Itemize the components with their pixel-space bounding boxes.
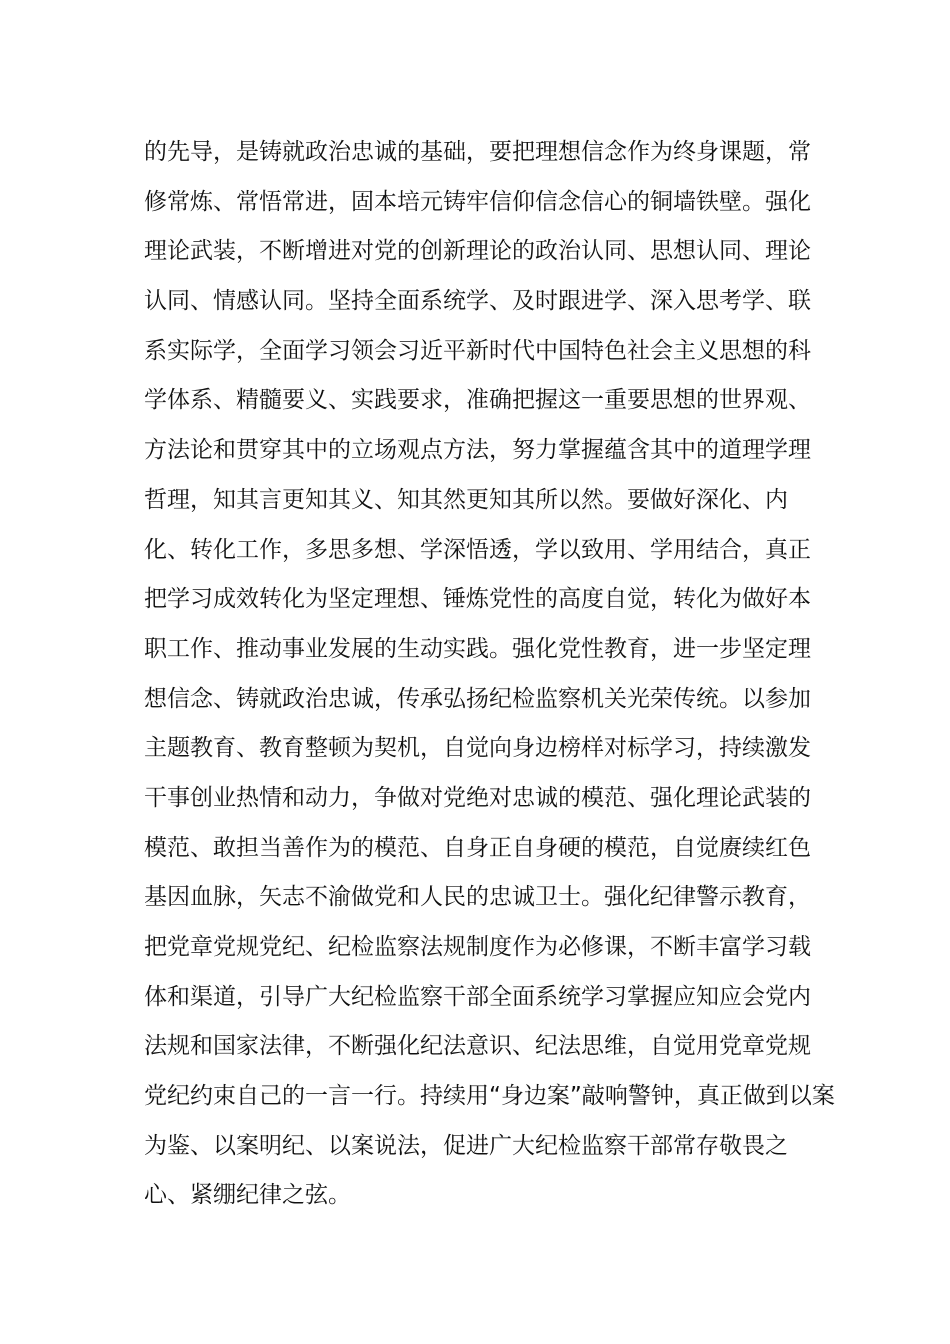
text-line: 把学习成效转化为坚定理想、锤炼党性的高度自觉，转化为做好本 [144,586,811,613]
text-line: 党纪约束自己的一言一行。持续用“身边案”敲响警钟，真正做到以案 [144,1083,835,1110]
text-line: 化、转化工作，多思多想、学深悟透，学以致用、学用结合，真正 [144,536,811,563]
text-line: 心、紧绷纪律之弦。 [144,1182,351,1209]
text-line: 认同、情感认同。坚持全面系统学、及时跟进学、深入思考学、联 [144,288,811,315]
text-line: 理论武装，不断增进对党的创新理论的政治认同、思想认同、理论 [144,238,811,265]
text-line: 职工作、推动事业发展的生动实践。强化党性教育，进一步坚定理 [144,635,811,662]
text-line: 的先导，是铸就政治忠诚的基础，要把理想信念作为终身课题，常 [144,139,811,165]
text-line: 模范、敢担当善作为的模范、自身正自身硬的模范，自觉赓续红色 [144,834,811,861]
text-line: 想信念、铸就政治忠诚，传承弘扬纪检监察机关光荣传统。以参加 [144,685,811,712]
text-line: 基因血脉，矢志不渝做党和人民的忠诚卫士。强化纪律警示教育， [144,884,811,911]
text-line: 为鉴、以案明纪、以案说法，促进广大纪检监察干部常存敬畏之 [144,1132,788,1159]
text-line: 法规和国家法律，不断强化纪法意识、纪法思维，自觉用党章党规 [144,1033,811,1060]
text-line: 学体系、精髓要义、实践要求，准确把握这一重要思想的世界观、 [144,387,811,414]
text-line: 方法论和贯穿其中的立场观点方法，努力掌握蕴含其中的道理学理 [144,437,811,464]
text-line: 把党章党规党纪、纪检监察法规制度作为必修课，不断丰富学习载 [144,934,811,960]
text-line: 主题教育、教育整顿为契机，自觉向身边榜样对标学习，持续激发 [144,735,811,762]
text-line: 干事创业热情和动力，争做对党绝对忠诚的模范、强化理论武装的 [144,784,811,811]
text-line: 修常炼、常悟常进，固本培元铸牢信仰信念信心的铜墙铁壁。强化 [144,188,811,215]
text-line: 体和渠道，引导广大纪检监察干部全面系统学习掌握应知应会党内 [144,983,811,1010]
text-line: 系实际学，全面学习领会习近平新时代中国特色社会主义思想的科 [144,337,811,364]
body-paragraph [144,128,835,1221]
text-line: 哲理，知其言更知其义、知其然更知其所以然。要做好深化、内 [144,486,788,513]
